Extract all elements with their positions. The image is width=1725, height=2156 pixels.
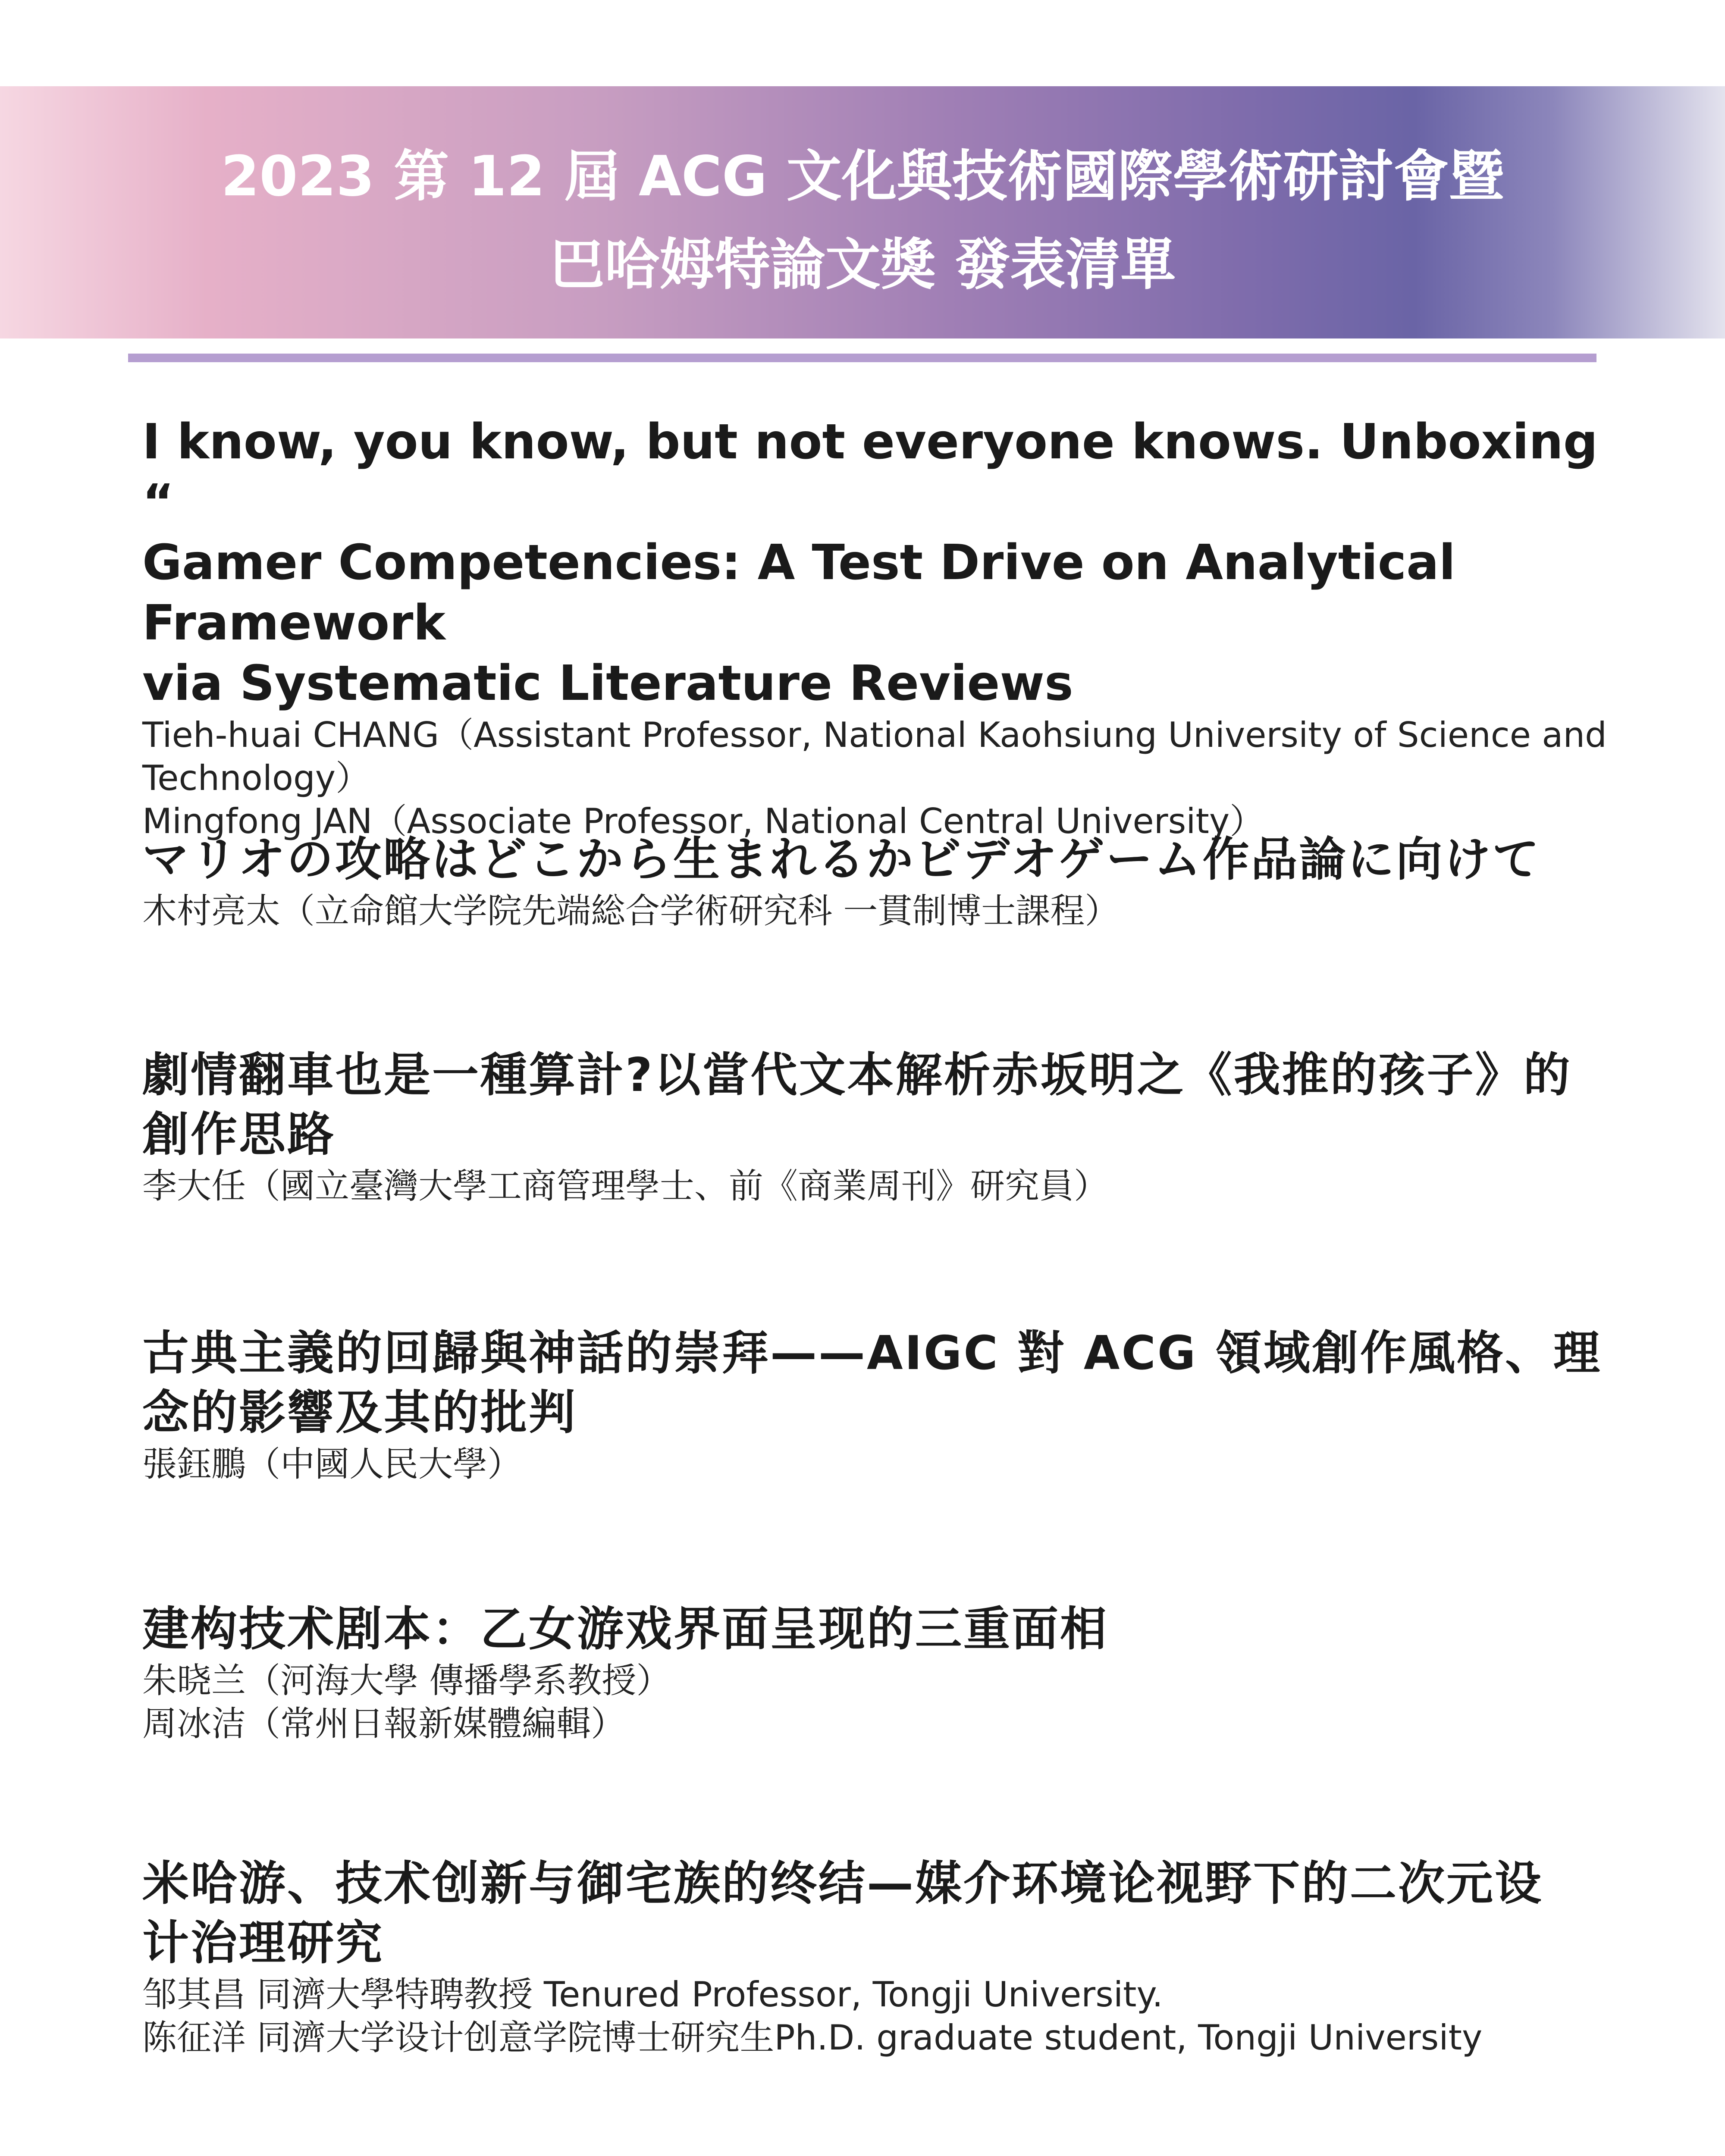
- paper-entry-1: [142, 412, 1643, 843]
- author-line: Mingfong JAN（Associate Professor, National Central University）: [142, 801, 1264, 841]
- paper-title: [142, 1854, 1643, 1973]
- paper-entry-3: [142, 1046, 1643, 1208]
- page-title-line-2: 巴哈姆特論文獎 發表清單: [549, 233, 1176, 297]
- paper-title-line: 古典主義的回歸與神話的崇拜——AIGC 對 ACG 領域創作風格、理: [142, 1326, 1602, 1380]
- paper-title-line: 劇情翻車也是一種算計?以當代文本解析赤坂明之《我推的孩子》的: [142, 1048, 1572, 1102]
- author-line: 張鈺鵬（中國人民大學）: [142, 1444, 522, 1484]
- author-line: Technology）: [142, 758, 370, 798]
- paper-authors: [142, 1443, 1643, 1486]
- paper-title-line: 念的影響及其的批判: [142, 1386, 577, 1440]
- author-line: Tieh-huai CHANG（Assistant Professor, National Kaohsiung University of Science and: [142, 715, 1607, 755]
- paper-entry-6: [142, 1854, 1643, 2059]
- page-title-line-1: 2023 第 12 屆 ACG 文化與技術國際學術研討會暨: [221, 144, 1504, 209]
- paper-title-line: 米哈游、技术创新与御宅族的终结—媒介环境论视野下的二次元设: [142, 1857, 1543, 1911]
- paper-title-line: マリオの攻略はどこから生まれるかビデオゲーム作品論に向けて: [142, 833, 1541, 887]
- paper-title: [142, 1046, 1643, 1165]
- paper-title-line: Gamer Competencies: A Test Drive on Analytical Framework: [142, 535, 1456, 651]
- paper-title-line: 創作思路: [142, 1108, 336, 1162]
- paper-authors: [142, 1659, 1643, 1745]
- author-line: 陈征洋 同濟大学设计创意学院博士研究生Ph.D. graduate student, Tongji University: [142, 2018, 1483, 2058]
- author-line: 周冰洁（常州日報新媒體編輯）: [142, 1704, 625, 1744]
- header-divider: [128, 354, 1596, 362]
- paper-entry-4: [142, 1324, 1643, 1486]
- paper-entry-5: [142, 1600, 1643, 1745]
- paper-authors: [142, 1973, 1643, 2059]
- paper-title: [142, 1324, 1643, 1443]
- paper-title: [142, 1600, 1643, 1659]
- author-line: 朱晓兰（河海大學 傳播學系教授）: [142, 1661, 671, 1701]
- paper-title-line: via Systematic Literature Reviews: [142, 655, 1073, 711]
- paper-title: [142, 412, 1643, 714]
- paper-authors: [142, 714, 1643, 843]
- paper-title-line: 建构技术剧本：乙女游戏界面呈现的三重面相: [142, 1602, 1109, 1656]
- paper-entry-2: [142, 830, 1643, 933]
- paper-title-line: 计治理研究: [142, 1916, 384, 1970]
- author-line: 木村亮太（立命館大学院先端総合学術研究科 一貫制博士課程）: [142, 891, 1120, 931]
- author-line: 邹其昌 同濟大學特聘教授 Tenured Professor, Tongji University.: [142, 1974, 1163, 2015]
- paper-authors: [142, 1165, 1643, 1208]
- paper-authors: [142, 890, 1643, 933]
- paper-title: [142, 830, 1643, 890]
- author-line: 李大任（國立臺灣大學工商管理學士、前《商業周刊》研究員）: [142, 1166, 1108, 1206]
- paper-title-line: I know, you know, but not everyone knows. Unboxing “: [142, 414, 1598, 530]
